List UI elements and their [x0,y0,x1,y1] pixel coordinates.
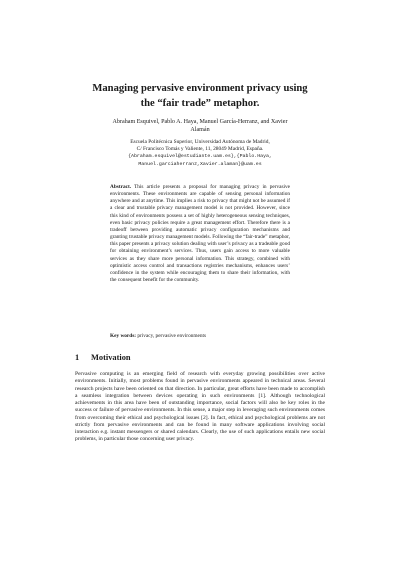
section-number: 1 [75,353,80,362]
section-heading [75,352,131,363]
abstract-text: This article presents a proposal for managing privacy in pervasive environments. These environments are capable of sensing personal information anywhere and at anytime. This implies a risk to privacy that might not be assumed if a clear and trustable privacy management model is not provided. However, since this kind of environments possess a set of highly heterogeneous sensing techniques, even basic privacy policies require a great management effort. Therefore there is a tradeoff between providing automatic privacy configuration mechanisms and granting trustable privacy management models. Following the “fair-trade” metaphor, this paper presents a privacy solution dealing with user’s privacy as a tradeable good for obtaining environment’s services. Thus, users gain access to more valuable services as they share more personal information. This strategy, combined with optimistic access control and transactions registries mechanisms, enhances users’ confidence in the system while encouraging them to share their information, with the consequent benefit for the community. [110,184,290,284]
keywords [110,333,290,340]
authors-line-2: Alamán [190,127,210,133]
authors-line-1: Abraham Esquivel, Pablo A. Haya, Manuel García-Herranz, and Xavier [112,119,288,125]
title-line-2: the “fair trade” metaphor. [140,98,260,109]
affiliation-line-1: Escuela Politécnica Superior, Universidad Autónoma de Madrid, [130,139,270,145]
keywords-text: privacy, pervasive environments [137,333,207,339]
email-line-2: Manuel.garciaherranz,Xavier.alaman}@uam.es [138,161,262,167]
affiliation-line-2: C/ Francisco Tomás y Valiente, 11, 28049 Madrid, España. [136,146,264,153]
email-line-1: {Abraham.esquivel@estudiante.uam.es},{Pablo.Haya, [128,154,272,160]
keywords-label: Key words: [110,333,137,339]
title-line-1: Managing pervasive environment privacy using [92,83,308,94]
abstract [110,184,290,284]
abstract-label: Abstract. [110,184,132,190]
affiliation-block [80,139,320,168]
author-list [70,118,330,134]
section-body-paragraph: Pervasive computing is an emerging field of research with everyday growing possibilities over active environments. Initially, most problems found in pervasive environments appeared in technical areas. Several research projects have been oriented on that direction. In particular, great efforts have been made to accomplish a seamless integration between devices operating in such environments [1]. Although technological achievements in this area have been of outstanding importance, social factors will also be key roles in the success or failure of pervasive environments. In this sense, a major step in leveraging such environments comes from overcoming their ethical and psychological issues [2]. In fact, ethical and psychological problems are not strictly from pervasive environments and can be found in many software applications involving social interaction e.g. instant messengers or shared calendars. Clearly, the use of such applications entails new social problems, in particular those concerning user privacy. [75,371,325,443]
paper-title [40,81,360,111]
section-title: Motivation [91,353,131,362]
